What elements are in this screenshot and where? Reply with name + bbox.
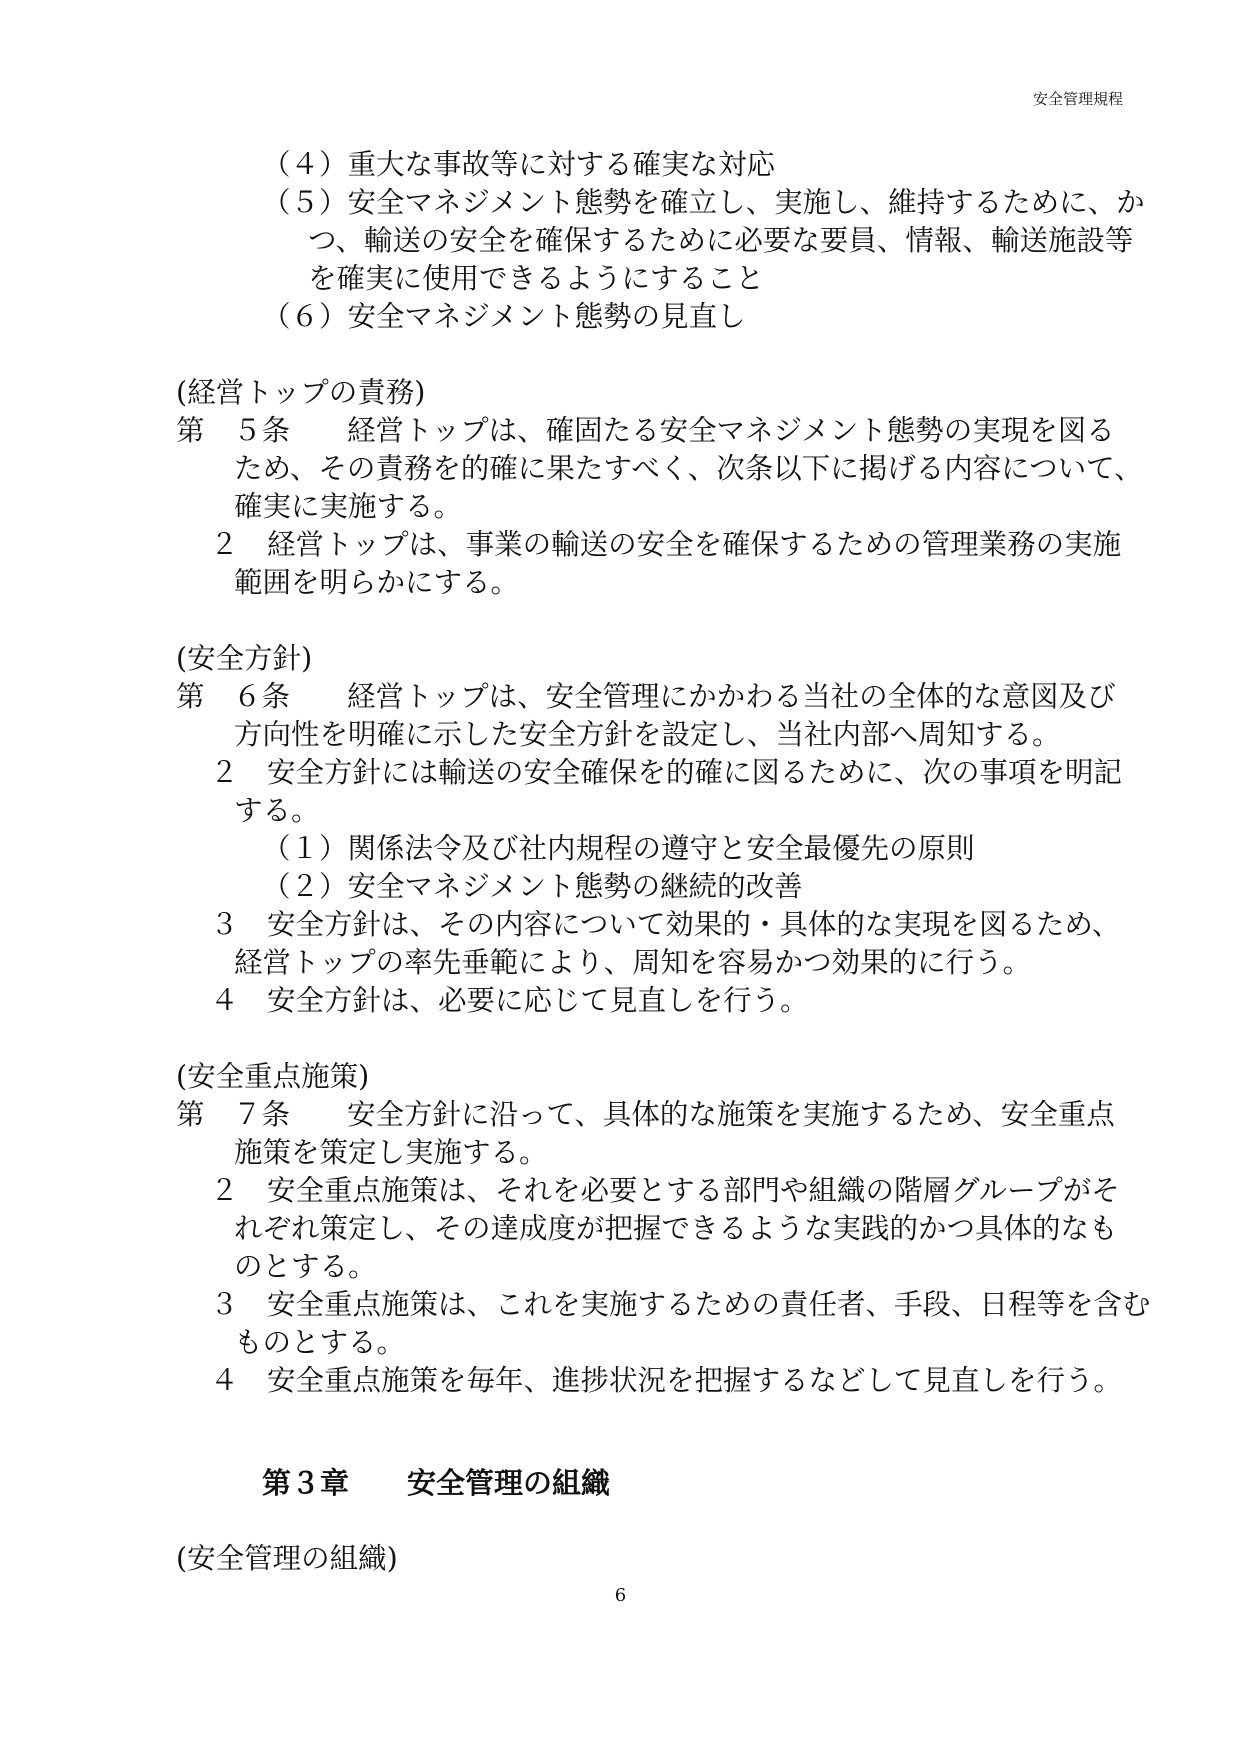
paragraph: ３ 安全方針は、その内容について効果的・具体的な実現を図るため、: [210, 908, 1121, 941]
page-number: 6: [614, 1585, 627, 1606]
article-heading: (安全管理の組織): [176, 1542, 398, 1575]
chapter-heading: 第３章 安全管理の組織: [262, 1466, 611, 1500]
paragraph: ４ 安全重点施策を毎年、進捗状況を把握するなどして見直しを行う。: [210, 1364, 1123, 1397]
article-text-continuation: ため、その責務を的確に果たすべく、次条以下に掲げる内容について、: [234, 452, 1143, 485]
paragraph-continuation: 範囲を明らかにする。: [234, 566, 520, 599]
list-item: （５）安全マネジメント態勢を確立し、実施し、維持するために、か: [262, 186, 1145, 219]
list-item: （４）重大な事故等に対する確実な対応: [262, 148, 776, 181]
list-item: （２）安全マネジメント態勢の継続的改善: [262, 870, 803, 903]
article-text-continuation: 方向性を明確に示した安全方針を設定し、当社内部へ周知する。: [234, 718, 1061, 751]
article-text: 第 ５条 経営トップは、確固たる安全マネジメント態勢の実現を図る: [176, 414, 1115, 447]
article-text-continuation: 施策を策定し実施する。: [234, 1136, 548, 1169]
paragraph: ２ 安全重点施策は、それを必要とする部門や組織の階層グループがそ: [210, 1174, 1120, 1207]
article-text: 第 ６条 経営トップは、安全管理にかかわる当社の全体的な意図及び: [176, 680, 1116, 713]
list-item: （１）関係法令及び社内規程の遵守と安全最優先の原則: [262, 832, 975, 865]
article-text: 第 ７条 安全方針に沿って、具体的な施策を実施するため、安全重点: [176, 1098, 1115, 1131]
running-header: 安全管理規程: [1032, 90, 1123, 108]
article-heading: (安全方針): [176, 642, 313, 675]
paragraph: ３ 安全重点施策は、これを実施するための責任者、手段、日程等を含む: [210, 1288, 1151, 1321]
paragraph-continuation: する。: [234, 794, 320, 827]
article-heading: (安全重点施策): [176, 1060, 370, 1093]
article-text-continuation: 確実に実施する。: [234, 490, 463, 523]
paragraph: ２ 経営トップは、事業の輸送の安全を確保するための管理業務の実施: [210, 528, 1122, 561]
paragraph: ４ 安全方針は、必要に応じて見直しを行う。: [210, 984, 809, 1017]
paragraph: ２ 安全方針には輸送の安全確保を的確に図るために、次の事項を明記: [210, 756, 1123, 789]
paragraph-continuation: ものとする。: [234, 1326, 406, 1359]
paragraph-continuation: れぞれ策定し、その達成度が把握できるような実践的かつ具体的なも: [234, 1212, 1118, 1245]
article-heading: (経営トップの責務): [176, 376, 426, 409]
list-item: （６）安全マネジメント態勢の見直し: [262, 300, 746, 333]
list-item-continuation: つ、輸送の安全を確保するために必要な要員、情報、輸送施設等: [308, 224, 1134, 257]
list-item-continuation: を確実に使用できるようにすること: [308, 262, 765, 295]
paragraph-continuation: のとする。: [234, 1250, 377, 1283]
paragraph-continuation: 経営トップの率先垂範により、周知を容易かつ効果的に行う。: [234, 946, 1032, 979]
